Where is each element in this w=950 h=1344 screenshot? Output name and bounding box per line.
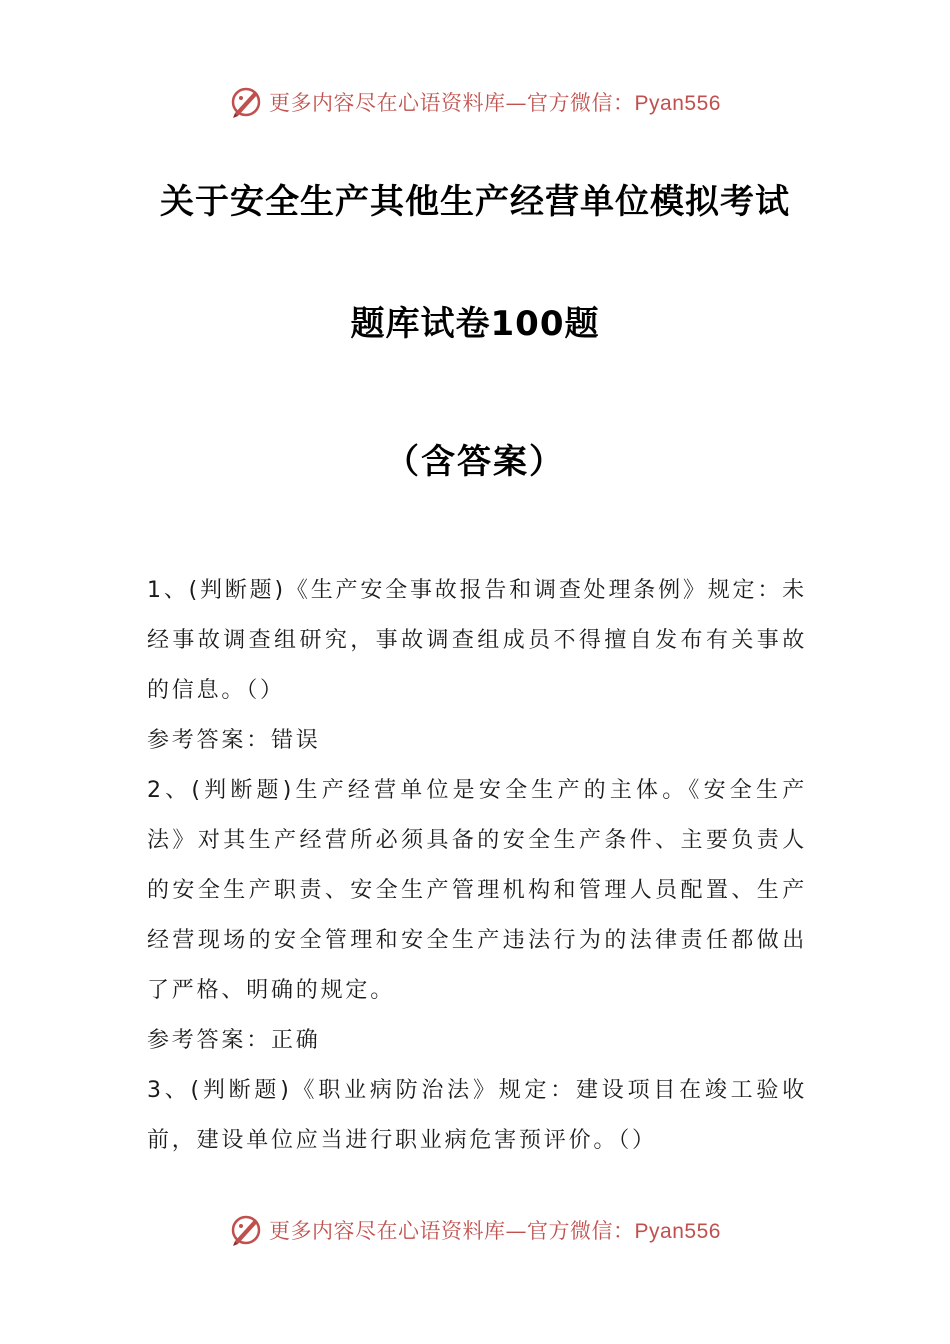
header-banner [0, 82, 950, 122]
banner-wechat-id: Pyan556 [634, 1220, 721, 1243]
question-3-text: 3、(判断题)《职业病防治法》规定：建设项目在竣工验收前，建设单位应当进行职业病危害预评价。（） [147, 1078, 807, 1153]
pen-circle-logo-icon [229, 85, 263, 119]
document-title-line-3: （含答案） [385, 442, 565, 482]
question-1-answer: 参考答案：错误 [147, 728, 321, 753]
document-title-line-2: 题库试卷100题 [350, 304, 600, 344]
banner-wechat-id: Pyan556 [634, 92, 721, 115]
question-2-answer: 参考答案：正确 [147, 1028, 321, 1053]
banner-text: 更多内容尽在心语资料库—官方微信：Pyan556 [269, 1219, 721, 1243]
question-2-text: 2、(判断题)生产经营单位是安全生产的主体。《安全生产法》对其生产经营所必须具备的安全生产条件、主要负责人的安全生产职责、安全生产管理机构和管理人员配置、生产经营现场的安全管理和安全生产违法行为的法律责任都做出了严格、明确的规定。 [147, 778, 807, 1003]
question-1-text: 1、(判断题)《生产安全事故报告和调查处理条例》规定：未经事故调查组研究，事故调查组成员不得擅自发布有关事故的信息。（） [147, 578, 807, 703]
banner-text: 更多内容尽在心语资料库—官方微信：Pyan556 [269, 91, 721, 115]
question-list [147, 566, 807, 1166]
pen-circle-logo-icon [229, 1213, 263, 1247]
footer-banner [0, 1210, 950, 1250]
document-title-line-1: 关于安全生产其他生产经营单位模拟考试 [160, 182, 790, 222]
